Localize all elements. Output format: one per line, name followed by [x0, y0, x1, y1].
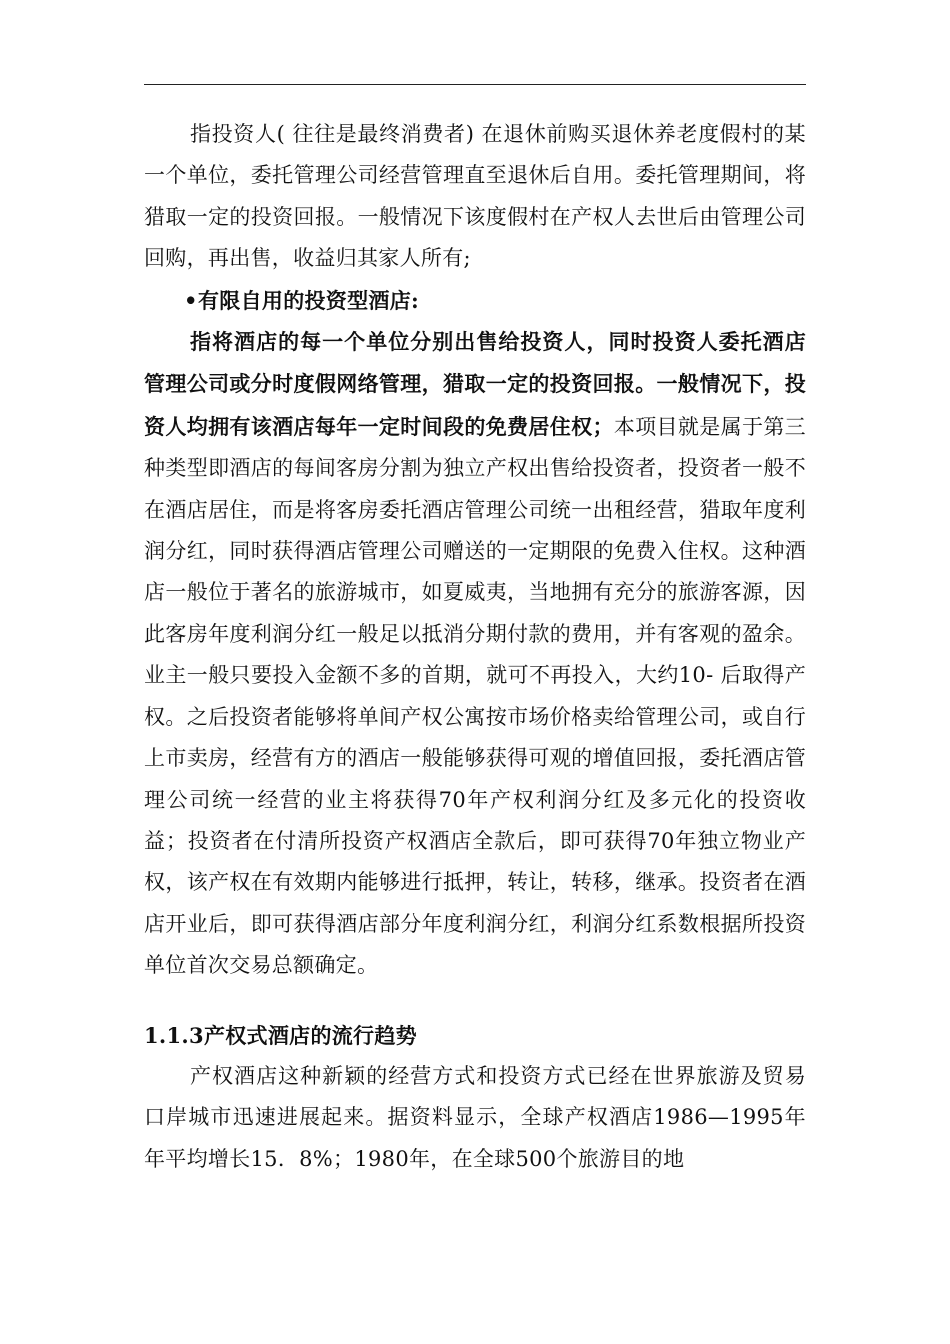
bullet-icon: •	[184, 287, 198, 313]
paragraph-trend: 产权酒店这种新颖的经营方式和投资方式已经在世界旅游及贸易口岸城市迅速进展起来。据资料显示，全球产权酒店1986—1995年年平均增长15．8%；1980年，在全球500个旅游目的地	[144, 1063, 806, 1171]
bullet-heading: 有限自用的投资型酒店:	[198, 287, 420, 313]
paragraph-investment-hotel	[144, 321, 806, 987]
bullet-item-investment-hotel	[144, 280, 806, 321]
body-text	[144, 114, 806, 1180]
paragraph-body: 本项目就是属于第三种类型即酒店的每间客房分割为独立产权出售给投资者，投资者一般不在酒店居住，而是将客房委托酒店管理公司统一出租经营，猎取年度利润分红，同时获得酒店管理公司赠送的一定期限的免费入住权。这种酒店一般位于著名的旅游城市，如夏威夷，当地拥有充分的旅游客源，因此客房年度利润分红一般足以抵消分期付款的费用，并有客观的盈余。业主一般只要投入金额不多的首期，就可不再投入，大约10- 后取得产权。之后投资者能够将单间产权公寓按市场价格卖给管理公司，或自行上市卖房，经营有方的酒店一般能够获得可观的增值回报，委托酒店管理公司统一经营的业主将获得70年产权利润分红及多元化的投资收益；投资者在付清所投资产权酒店全款后，即可获得70年独立物业产权，该产权在有效期内能够进行抵押，转让，转移，继承。投资者在酒店开业后，即可获得酒店部分年度利润分红，利润分红系数根据所投资单位首次交易总额确定。	[144, 414, 806, 978]
header-rule	[144, 84, 806, 85]
paragraph-retirement-resort: 指投资人( 往往是最终消费者) 在退休前购买退休养老度假村的某一个单位，委托管理公司经营管理直至退休后自用。委托管理期间，将猎取一定的投资回报。一般情况下该度假村在产权人去世后由管理公司回购，再出售，收益归其家人所有;	[144, 122, 806, 271]
paragraph-bold-lead: 指将酒店的每一个单位分别出售给投资人，同时投资人委托酒店管理公司或分时度假网络管理，猎取一定的投资回报。一般情况下，投资人均拥有该酒店每年一定时间段的免费居住权；	[144, 329, 806, 439]
section-heading: 1.1.3产权式酒店的流行趋势	[144, 1022, 417, 1048]
